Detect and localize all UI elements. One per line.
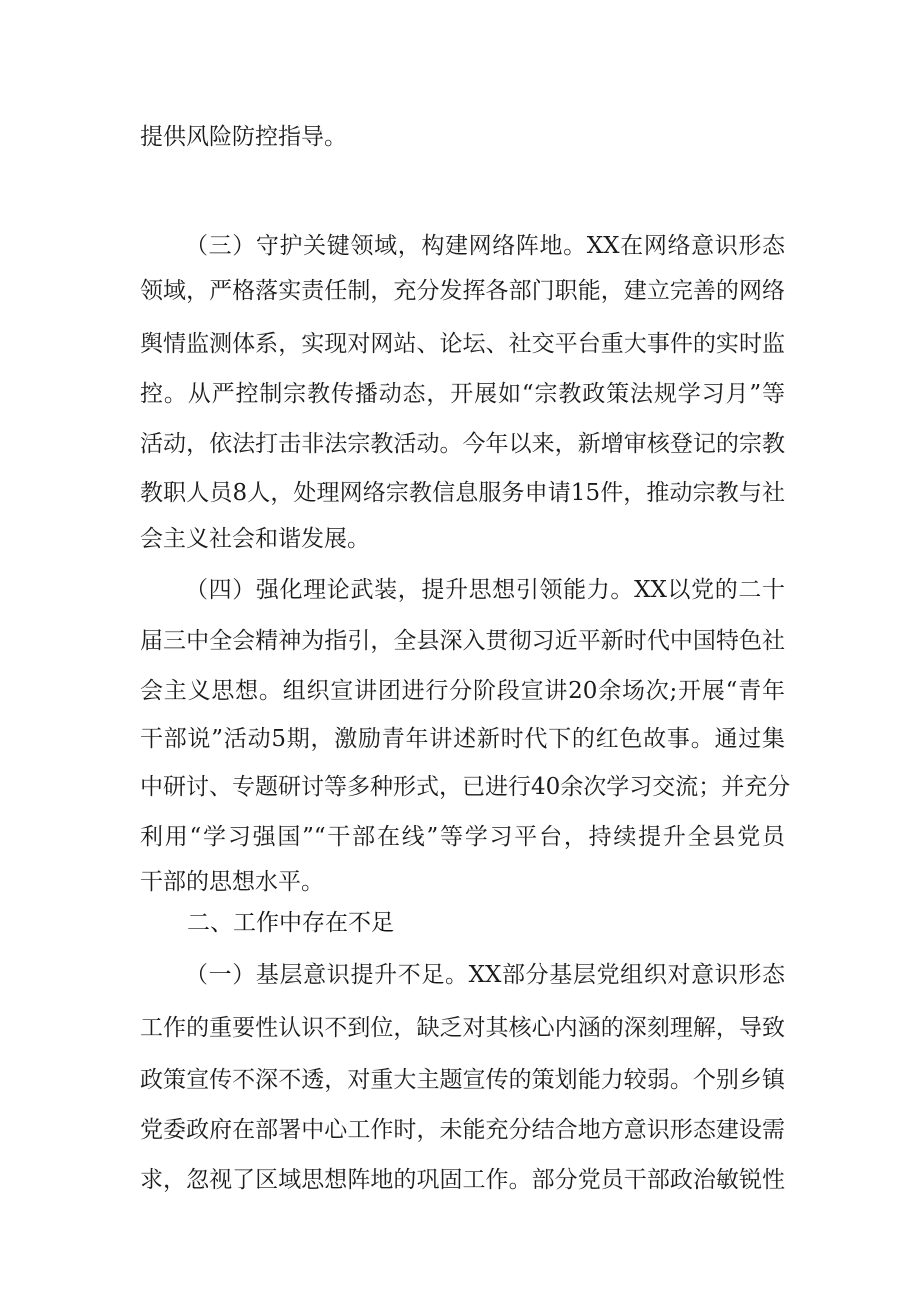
text-line: 提供风险防控指导。 xyxy=(140,124,347,150)
text-line: 干部说”活动5期，激励青年讲述新时代下的红色故事。通过集 xyxy=(140,726,785,752)
text-line: 教职人员8人，处理网络宗教信息服务申请15件，推动宗教与社 xyxy=(140,480,785,506)
text-line: 中研讨、专题研讨等多种形式，已进行40余次学习交流；并充分 xyxy=(140,774,791,800)
text-line: 会主义思想。组织宣讲团进行分阶段宣讲20余场次;开展“青年 xyxy=(140,678,785,704)
text-line: 政策宣传不深不透，对重大主题宣传的策划能力较弱。个别乡镇 xyxy=(140,1067,785,1093)
section-heading: 二、工作中存在不足 xyxy=(187,910,394,936)
text-line: 利用“学习强国”“干部在线”等学习平台，持续提升全县党员 xyxy=(140,824,785,850)
paragraph-start-line: （一）基层意识提升不足。XX部分基层党组织对意识形态 xyxy=(185,962,785,988)
text-line: 舆情监测体系，实现对网站、论坛、社交平台重大事件的实时监 xyxy=(140,331,785,357)
text-line: 会主义社会和谐发展。 xyxy=(140,526,370,552)
text-line: 工作的重要性认识不到位，缺乏对其核心内涵的深刻理解，导致 xyxy=(140,1015,785,1041)
text-line: 干部的思想水平。 xyxy=(140,869,324,895)
text-line: 届三中全会精神为指引，全县深入贯彻习近平新时代中国特色社 xyxy=(140,628,785,654)
text-line: 党委政府在部署中心工作时，未能充分结合地方意识形态建设需 xyxy=(140,1117,785,1143)
text-line: 领域，严格落实责任制，充分发挥各部门职能，建立完善的网络 xyxy=(140,278,785,304)
text-line: 活动，依法打击非法宗教活动。今年以来，新增审核登记的宗教 xyxy=(140,431,785,457)
paragraph-start-line: （四）强化理论武装，提升思想引领能力。XX以党的二十 xyxy=(185,577,785,603)
text-line: 求，忽视了区域思想阵地的巩固工作。部分党员干部政治敏锐性 xyxy=(140,1167,785,1193)
text-line: 控。从严控制宗教传播动态，开展如“宗教政策法规学习月”等 xyxy=(140,381,785,407)
paragraph-start-line: （三）守护关键领域，构建网络阵地。XX在网络意识形态 xyxy=(185,233,785,259)
